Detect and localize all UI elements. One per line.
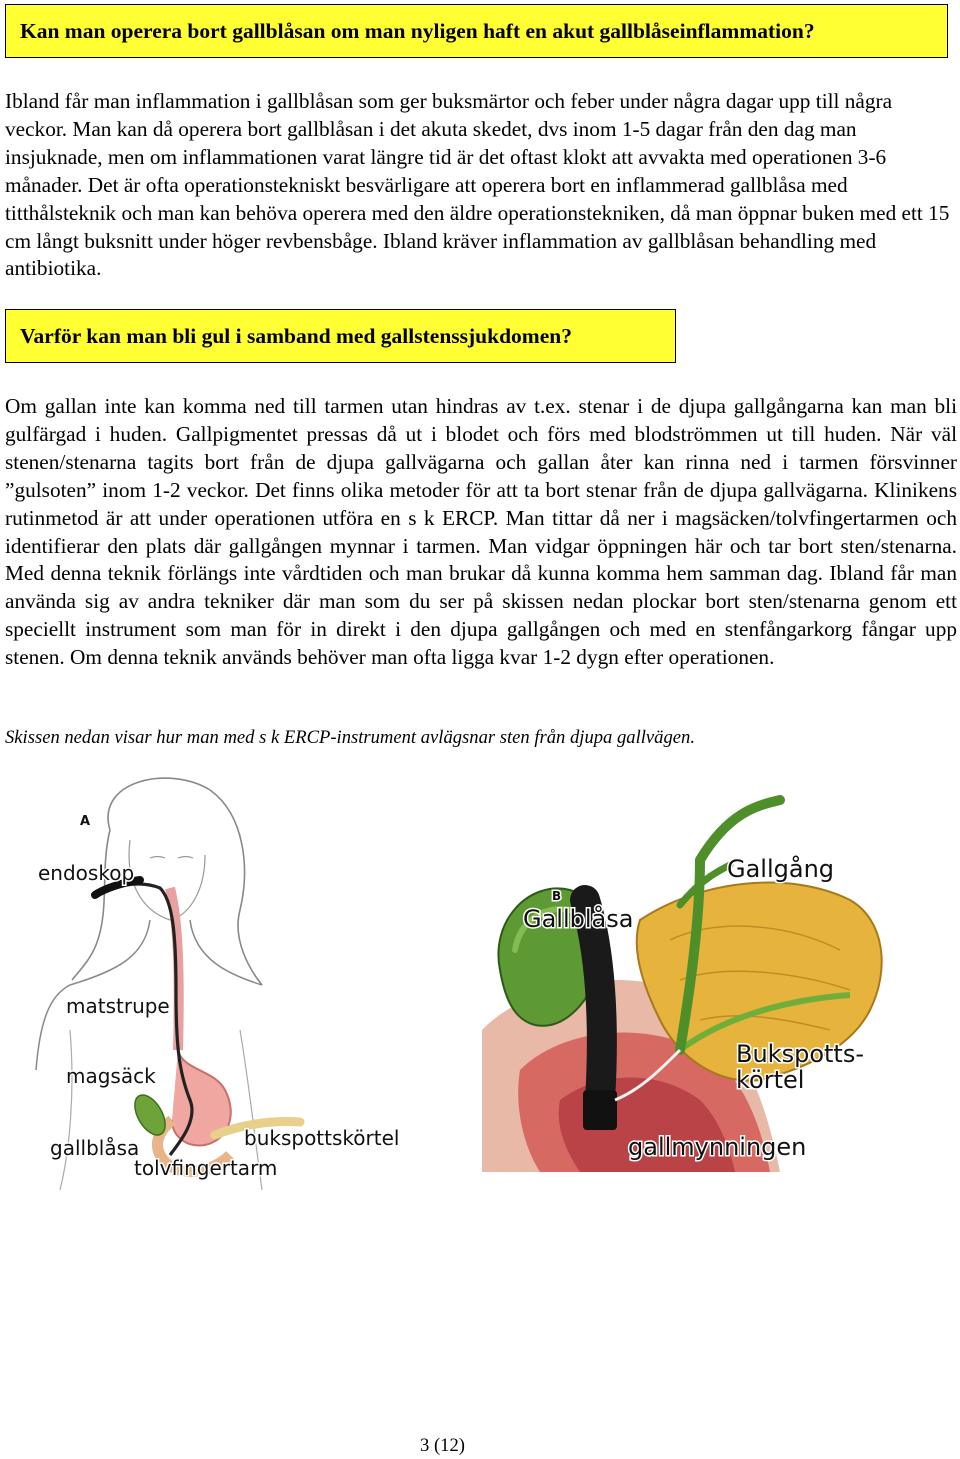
page-number: 3 (12) xyxy=(420,1435,465,1456)
panel-b xyxy=(482,800,882,1172)
label-tolvfingertarm: tolvfingertarm xyxy=(134,1156,278,1180)
ercp-illustration xyxy=(0,770,960,1190)
paragraph-1: Ibland får man inflammation i gallblåsan som ger buksmärtor och feber under några dagar upp till några veckor. Man kan då operera bort gallblåsan i det akuta skedet, dvs inom 1-5 dagar från den dag man insjuknade, men om inflammationen varat längre tid är det oftast klokt att avvakta med operationen 3-6 månader. Det är ofta operationstekniskt besvärligare att operera bort en inflammerad gallblåsa med titthålsteknik och man kan behöva operera med den äldre operationstekniken, då man öppnar buken med ett 15 cm långt buksnitt under höger revbensbåge. Ibland kräver inflammation av gallblåsan behandling med antibiotika. xyxy=(5,89,950,281)
paragraph-2: Om gallan inte kan komma ned till tarmen utan hindras av t.ex. stenar i de djupa gallgångarna kan man bli gulfärgad i huden. Gallpigmentet pressas då ut i blodet och förs med blodströmmen ut till huden. När väl stenen/stenarna tagits bort från de djupa gallvägarna och gallan åter kan rinna ned i tarmen försvinner ”gulsoten” inom 1-2 veckor. Det finns olika metoder för att ta bort stenar från de djupa gallvägarna. Klinikens rutinmetod är att under operationen utföra en s k ERCP. Man tittar då ner i magsäcken/tolvfingertarmen och identifierar den plats där gallgången mynnar i tarmen. Man vidgar öppningen här och tar bort sten/stenarna. Med denna teknik förlängs inte vårdtiden och man brukar då kunna komma hem samman dag. Ibland får man använda sig av andra tekniker där man som du ser på skissen nedan plockar bort sten/stenarna genom ett speciellt instrument som man för in direkt i den djupa gallgången och med en stenfångarkorg fångar upp stenen. Om denna teknik används behöver man ofta ligga kvar 1-2 dygn efter operationen. xyxy=(5,394,957,670)
heading-text: Kan man operera bort gallblåsan om man nyligen haft en akut gallblåseinflammation? xyxy=(20,18,815,43)
label-gallgang: Gallgång xyxy=(727,855,835,883)
label-gallblasa-b: Gallblåsa xyxy=(523,905,634,933)
label-bukspotts-line1: Bukspotts- xyxy=(736,1040,864,1068)
section-heading-2 xyxy=(5,309,676,363)
label-gallblasa-a: gallblåsa xyxy=(50,1136,140,1160)
panel-a-letter: A xyxy=(80,814,91,829)
section-heading-1 xyxy=(5,4,948,58)
panel-a xyxy=(36,778,399,1190)
label-matstrupe: matstrupe xyxy=(66,994,170,1018)
label-bukspotts-line2: körtel xyxy=(736,1066,805,1094)
heading-text: Varför kan man bli gul i samband med gallstenssjukdomen? xyxy=(20,323,572,348)
label-bukspottskortel-a: bukspottskörtel xyxy=(244,1126,400,1150)
label-endoskop: endoskop xyxy=(38,861,135,885)
label-gallmynningen: gallmynningen xyxy=(628,1133,807,1161)
figure-caption: Skissen nedan visar hur man med s k ERCP-instrument avlägsnar sten från djupa gallvägen. xyxy=(5,727,695,748)
panel-b-letter: B xyxy=(552,889,562,903)
label-magsack: magsäck xyxy=(66,1064,156,1088)
